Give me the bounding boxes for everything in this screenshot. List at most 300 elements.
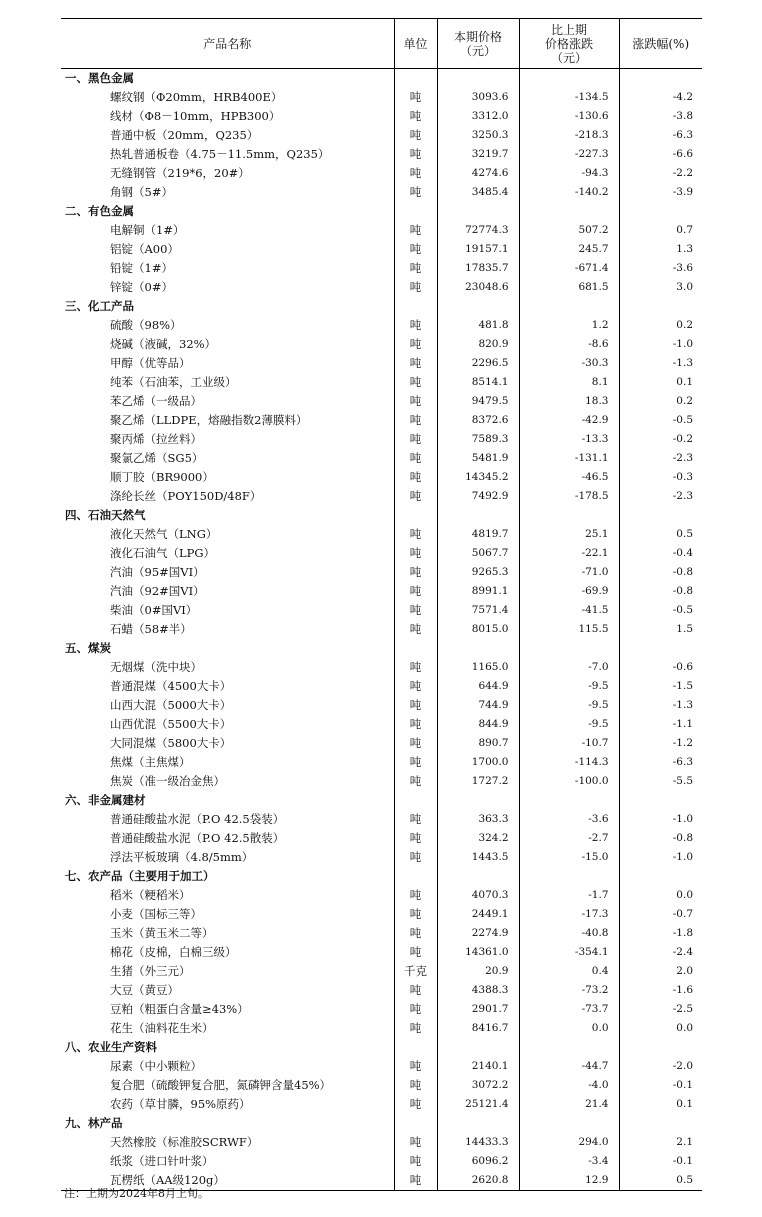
product-name-cell: 大同混煤（5800大卡） [110,736,232,750]
product-name-cell: 硫酸（98%） [110,318,182,332]
product-name-cell: 甲醇（优等品） [110,356,191,370]
change-percent-cell: 0.2 [619,316,702,335]
unit-cell: 吨 [394,829,437,848]
table-row [61,259,702,278]
category-empty-cell [394,202,437,221]
change-percent-cell: -4.2 [619,88,702,107]
unit-cell: 吨 [394,658,437,677]
table-row [61,734,702,753]
change-percent-cell: -1.0 [619,848,702,867]
product-name-cell: 普通中板（20mm，Q235） [110,128,259,142]
product-name-cell: 山西优混（5500大卡） [110,717,232,731]
current-price-cell: 2140.1 [437,1057,519,1076]
unit-cell: 吨 [394,620,437,639]
change-percent-cell: -1.5 [619,677,702,696]
change-percent-cell: -0.1 [619,1076,702,1095]
change-percent-cell: -0.8 [619,563,702,582]
table-row [61,677,702,696]
category-empty-cell [394,506,437,525]
change-percent-cell: -6.3 [619,126,702,145]
unit-cell: 吨 [394,354,437,373]
change-percent-cell: -1.2 [619,734,702,753]
unit-cell: 吨 [394,1152,437,1171]
price-change-cell: -227.3 [519,145,619,164]
current-price-cell: 14433.3 [437,1133,519,1152]
table-row [61,316,702,335]
category-empty-cell [519,297,619,316]
table-row [61,278,702,297]
price-change-cell: -73.7 [519,1000,619,1019]
current-price-cell: 23048.6 [437,278,519,297]
product-name-cell: 瓦楞纸（AA级120g） [61,1171,394,1191]
category-empty-cell [619,69,702,89]
unit-cell: 吨 [394,715,437,734]
unit-cell: 吨 [394,810,437,829]
table-row [61,601,702,620]
table-row [61,88,702,107]
change-percent-cell: -0.5 [619,601,702,620]
change-percent-cell: -0.3 [619,468,702,487]
price-change-cell: -73.2 [519,981,619,1000]
table-row [61,373,702,392]
change-percent-cell: -0.6 [619,658,702,677]
change-percent-cell: -3.9 [619,183,702,202]
table-row [61,392,702,411]
price-change-cell: -3.6 [519,810,619,829]
unit-cell: 吨 [394,88,437,107]
category-title: 一、黑色金属 [65,71,134,85]
price-change-cell: -100.0 [519,772,619,791]
current-price-cell: 8416.7 [437,1019,519,1038]
price-table [61,18,702,1191]
unit-cell: 吨 [394,107,437,126]
unit-cell: 吨 [394,278,437,297]
category-empty-cell [437,1038,519,1057]
unit-cell: 吨 [394,221,437,240]
price-change-cell: -9.5 [519,696,619,715]
category-empty-cell [394,867,437,886]
price-change-cell: -671.4 [519,259,619,278]
change-percent-cell: -2.0 [619,1057,702,1076]
category-row [61,791,702,810]
category-row [61,202,702,221]
current-price-cell: 8991.1 [437,582,519,601]
current-price-cell: 3250.3 [437,126,519,145]
category-empty-cell [619,1114,702,1133]
current-price-cell: 9479.5 [437,392,519,411]
current-price-cell: 644.9 [437,677,519,696]
unit-cell: 吨 [394,677,437,696]
table-row [61,430,702,449]
change-percent-cell: -2.2 [619,164,702,183]
table-row [61,962,702,981]
price-change-cell: -8.6 [519,335,619,354]
current-price-cell: 3219.7 [437,145,519,164]
price-change-cell: -41.5 [519,601,619,620]
price-change-cell: -30.3 [519,354,619,373]
price-change-cell: -7.0 [519,658,619,677]
price-change-cell: 1.2 [519,316,619,335]
current-price-cell: 3485.4 [437,183,519,202]
unit-cell: 吨 [394,183,437,202]
price-change-cell: 0.4 [519,962,619,981]
price-change-cell: 12.9 [519,1171,619,1191]
product-name-cell: 焦煤（主焦煤） [110,755,191,769]
change-percent-cell: -3.8 [619,107,702,126]
table-row [61,335,702,354]
category-title: 三、化工产品 [65,299,134,313]
price-table-container [61,18,702,1191]
price-change-cell: -130.6 [519,107,619,126]
unit-cell: 吨 [394,525,437,544]
price-change-cell: 507.2 [519,221,619,240]
table-row [61,1000,702,1019]
current-price-cell: 7571.4 [437,601,519,620]
current-price-cell: 3072.2 [437,1076,519,1095]
header-unit: 单位 [394,19,437,69]
product-name-cell: 普通硅酸盐水泥（P.O 42.5散装） [110,831,285,845]
category-row [61,69,702,89]
table-row [61,544,702,563]
price-change-cell: -1.7 [519,886,619,905]
unit-cell: 吨 [394,126,437,145]
current-price-cell: 2449.1 [437,905,519,924]
table-row [61,183,702,202]
table-row [61,563,702,582]
product-name-cell: 豆粕（粗蛋白含量≥43%） [110,1002,249,1016]
table-row [61,1095,702,1114]
product-name-cell: 无烟煤（洗中块） [110,660,202,674]
change-percent-cell: 0.0 [619,886,702,905]
product-name-cell: 小麦（国标三等） [110,907,202,921]
change-percent-cell: 0.1 [619,373,702,392]
price-change-cell: -114.3 [519,753,619,772]
header-change-percent: 涨跌幅(%) [619,19,702,69]
category-title: 九、林产品 [65,1116,123,1130]
category-empty-cell [619,506,702,525]
price-change-cell: -140.2 [519,183,619,202]
table-row [61,1076,702,1095]
change-percent-cell: 0.1 [619,1095,702,1114]
category-empty-cell [437,639,519,658]
table-row [61,810,702,829]
category-empty-cell [519,639,619,658]
change-percent-cell: -0.4 [619,544,702,563]
price-change-cell: -15.0 [519,848,619,867]
unit-cell: 吨 [394,696,437,715]
category-empty-cell [519,69,619,89]
category-empty-cell [394,1038,437,1057]
table-row [61,829,702,848]
category-title: 七、农产品（主要用于加工） [65,869,215,883]
change-percent-cell: -0.1 [619,1152,702,1171]
change-percent-cell: -6.6 [619,145,702,164]
unit-cell: 吨 [394,582,437,601]
product-name-cell: 纸浆（进口针叶浆） [110,1154,214,1168]
current-price-cell: 5067.7 [437,544,519,563]
price-change-cell: -40.8 [519,924,619,943]
unit-cell: 吨 [394,449,437,468]
change-percent-cell: 0.5 [619,525,702,544]
product-name-cell: 铝锭（A00） [110,242,179,256]
table-row [61,620,702,639]
current-price-cell: 25121.4 [437,1095,519,1114]
product-name-cell: 花生（油料花生米） [110,1021,214,1035]
table-row [61,905,702,924]
product-name-cell: 聚乙烯（LLDPE，熔融指数2薄膜料） [110,413,308,427]
product-name-cell: 浮法平板玻璃（4.8/5mm） [110,850,254,864]
category-empty-cell [437,69,519,89]
unit-cell: 吨 [394,487,437,506]
product-name-cell: 螺纹钢（Φ20mm，HRB400E） [110,90,283,104]
table-row [61,1152,702,1171]
change-percent-cell: -1.0 [619,810,702,829]
current-price-cell: 8015.0 [437,620,519,639]
unit-cell: 吨 [394,468,437,487]
change-percent-cell: 0.7 [619,221,702,240]
product-name-cell: 尿素（中小颗粒） [110,1059,202,1073]
current-price-cell: 2274.9 [437,924,519,943]
change-percent-cell: 0.0 [619,1019,702,1038]
current-price-cell: 744.9 [437,696,519,715]
product-name-cell: 聚丙烯（拉丝料） [110,432,202,446]
table-row [61,981,702,1000]
unit-cell: 吨 [394,1000,437,1019]
change-percent-cell: 2.0 [619,962,702,981]
category-empty-cell [619,867,702,886]
current-price-cell: 8372.6 [437,411,519,430]
unit-cell: 吨 [394,981,437,1000]
product-name-cell: 铅锭（1#） [110,261,173,275]
header-product-name: 产品名称 [61,19,394,69]
change-percent-cell: -5.5 [619,772,702,791]
table-row [61,753,702,772]
header-current-price: 本期价格 （元） [437,19,519,69]
product-name-cell: 石蜡（58#半） [110,622,192,636]
change-percent-cell: -1.0 [619,335,702,354]
table-header [61,19,702,69]
unit-cell: 吨 [394,943,437,962]
table-row [61,1057,702,1076]
category-empty-cell [394,297,437,316]
unit-cell: 吨 [394,601,437,620]
table-row [61,449,702,468]
product-name-cell: 天然橡胶（标准胶SCRWF） [110,1135,259,1149]
current-price-cell: 820.9 [437,335,519,354]
table-row [61,582,702,601]
change-percent-cell: 0.2 [619,392,702,411]
table-row [61,468,702,487]
category-row [61,639,702,658]
price-change-cell: 0.0 [519,1019,619,1038]
unit-cell: 吨 [394,1076,437,1095]
table-body [61,69,702,1191]
price-change-cell: -46.5 [519,468,619,487]
product-name-cell: 液化天然气（LNG） [110,527,218,541]
product-name-cell: 棉花（皮棉，白棉三级） [110,945,237,959]
product-name-cell: 复合肥（硫酸钾复合肥，氮磷钾含量45%） [110,1078,332,1092]
current-price-cell: 2620.8 [437,1171,519,1191]
change-percent-cell: -1.3 [619,696,702,715]
product-name-cell: 无缝钢管（219*6，20#） [110,166,250,180]
unit-cell: 吨 [394,544,437,563]
table-row [61,164,702,183]
current-price-cell: 72774.3 [437,221,519,240]
unit-cell: 吨 [394,1133,437,1152]
unit-cell: 吨 [394,1095,437,1114]
current-price-cell: 14361.0 [437,943,519,962]
change-percent-cell: -1.1 [619,715,702,734]
unit-cell: 吨 [394,1057,437,1076]
unit-cell: 吨 [394,1171,437,1191]
table-row [61,107,702,126]
current-price-cell: 5481.9 [437,449,519,468]
category-row [61,297,702,316]
category-empty-cell [437,791,519,810]
current-price-cell: 14345.2 [437,468,519,487]
header-price-change: 比上期 价格涨跌 （元） [519,19,619,69]
current-price-cell: 19157.1 [437,240,519,259]
category-row [61,506,702,525]
current-price-cell: 7589.3 [437,430,519,449]
price-change-cell: 115.5 [519,620,619,639]
change-percent-cell: -1.3 [619,354,702,373]
price-change-cell: 18.3 [519,392,619,411]
unit-cell: 吨 [394,753,437,772]
product-name-cell: 生猪（外三元） [110,964,191,978]
change-percent-cell: -0.5 [619,411,702,430]
table-row [61,525,702,544]
category-empty-cell [437,867,519,886]
category-title: 六、非金属建材 [65,793,146,807]
price-change-cell: -22.1 [519,544,619,563]
table-row [61,924,702,943]
price-change-cell: -131.1 [519,449,619,468]
category-title: 二、有色金属 [65,204,134,218]
category-empty-cell [519,1038,619,1057]
price-change-cell: -44.7 [519,1057,619,1076]
change-percent-cell: -2.3 [619,487,702,506]
product-name-cell: 大豆（黄豆） [110,983,179,997]
category-empty-cell [394,69,437,89]
table-row [61,1133,702,1152]
category-row [61,867,702,886]
current-price-cell: 4070.3 [437,886,519,905]
category-empty-cell [519,791,619,810]
current-price-cell: 1165.0 [437,658,519,677]
footnote: 注：上期为2024年8月上旬。 [64,1187,209,1200]
current-price-cell: 1700.0 [437,753,519,772]
product-name-cell: 角钢（5#） [110,185,173,199]
unit-cell: 吨 [394,848,437,867]
price-change-cell: 294.0 [519,1133,619,1152]
table-row [61,715,702,734]
product-name-cell: 顺丁胶（BR9000） [110,470,214,484]
table-row [61,943,702,962]
product-name-cell: 锌锭（0#） [110,280,173,294]
table-row [61,658,702,677]
current-price-cell: 3093.6 [437,88,519,107]
price-change-cell: -13.3 [519,430,619,449]
current-price-cell: 1727.2 [437,772,519,791]
table-row [61,1019,702,1038]
change-percent-cell: -0.2 [619,430,702,449]
price-change-cell: -2.7 [519,829,619,848]
current-price-cell: 890.7 [437,734,519,753]
table-row [61,240,702,259]
current-price-cell: 324.2 [437,829,519,848]
change-percent-cell: -1.6 [619,981,702,1000]
change-percent-cell: -1.8 [619,924,702,943]
unit-cell: 吨 [394,411,437,430]
unit-cell: 吨 [394,392,437,411]
unit-cell: 吨 [394,145,437,164]
category-empty-cell [437,202,519,221]
table-row [61,221,702,240]
product-name-cell: 山西大混（5000大卡） [110,698,232,712]
price-change-cell: 25.1 [519,525,619,544]
unit-cell: 吨 [394,335,437,354]
current-price-cell: 1443.5 [437,848,519,867]
category-empty-cell [519,506,619,525]
unit-cell: 吨 [394,373,437,392]
price-change-cell: -134.5 [519,88,619,107]
price-change-cell: -9.5 [519,677,619,696]
category-empty-cell [619,202,702,221]
current-price-cell: 4819.7 [437,525,519,544]
category-row [61,1038,702,1057]
product-name-cell: 聚氯乙烯（SG5） [110,451,204,465]
unit-cell: 吨 [394,430,437,449]
change-percent-cell: 2.1 [619,1133,702,1152]
product-name-cell: 涤纶长丝（POY150D/48F） [110,489,262,503]
change-percent-cell: -0.8 [619,582,702,601]
current-price-cell: 2296.5 [437,354,519,373]
unit-cell: 吨 [394,563,437,582]
product-name-cell: 稻米（粳稻米） [110,888,191,902]
price-change-cell: -10.7 [519,734,619,753]
table-row [61,772,702,791]
price-change-cell: -354.1 [519,943,619,962]
change-percent-cell: -0.8 [619,829,702,848]
category-empty-cell [394,639,437,658]
product-name-cell: 柴油（0#国VI） [110,603,198,617]
current-price-cell: 844.9 [437,715,519,734]
category-empty-cell [619,791,702,810]
change-percent-cell: -0.7 [619,905,702,924]
category-empty-cell [619,297,702,316]
category-empty-cell [394,791,437,810]
product-name-cell: 汽油（92#国VI） [110,584,205,598]
change-percent-cell: 3.0 [619,278,702,297]
current-price-cell: 6096.2 [437,1152,519,1171]
product-name-cell: 烧碱（液碱，32%） [110,337,217,351]
product-name-cell: 玉米（黄玉米二等） [110,926,214,940]
product-name-cell: 汽油（95#国VI） [110,565,205,579]
change-percent-cell: -2.5 [619,1000,702,1019]
price-change-cell: -69.9 [519,582,619,601]
unit-cell: 吨 [394,1019,437,1038]
unit-cell: 吨 [394,734,437,753]
current-price-cell: 17835.7 [437,259,519,278]
unit-cell: 吨 [394,772,437,791]
unit-cell: 吨 [394,240,437,259]
current-price-cell: 4388.3 [437,981,519,1000]
change-percent-cell: -2.3 [619,449,702,468]
price-change-cell: -71.0 [519,563,619,582]
product-name-cell: 农药（草甘膦，95%原药） [110,1097,251,1111]
price-change-cell: -4.0 [519,1076,619,1095]
